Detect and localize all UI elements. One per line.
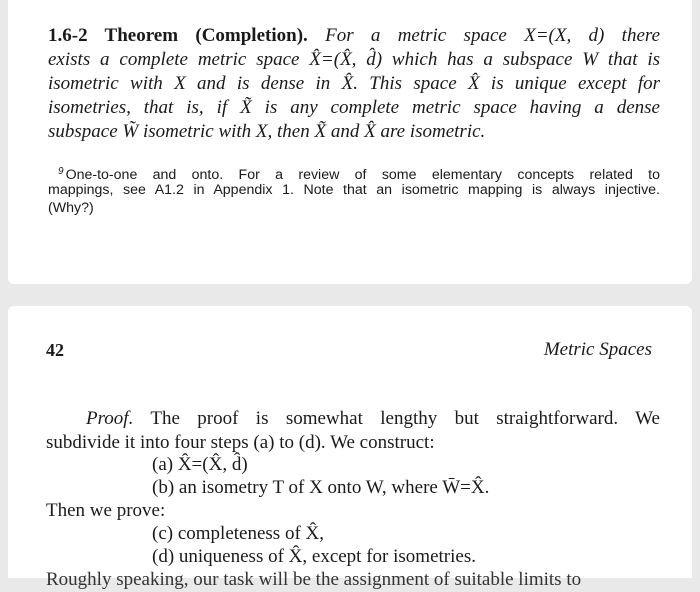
footnote-line-1: $^9$ One-to-one and onto. For a review of some elementary concepts related to [58,166,660,183]
footnote-line-3: (Why?) [48,200,94,216]
cut-off-text-line: Roughly speaking, our task will be the assignment of suitable limits to [46,569,582,590]
book-page-lower [8,306,692,590]
page-number: 42 [46,340,64,360]
prove-step-c: (c) completeness of X̂, [152,523,324,544]
construct-step-b: (b) an isometry T of X onto W, where W̄=X̂. [152,477,490,498]
then-prove-line: Then we prove: [46,500,166,521]
proof-label: Proof. [86,408,134,429]
theorem-line-2: exists a complete metric space X̂=(X̂, d̂) which has a subspace W that is [48,49,660,70]
theorem-title: 1.6-2 Theorem (Completion). [48,25,308,46]
proof-line-2: subdivide it into four steps (a) to (d). We construct: [46,432,435,453]
theorem-line-1: 1.6-2 Theorem (Completion). For a metric space X=(X, d) there [48,25,660,46]
running-head: Metric Spaces [543,339,652,360]
theorem-line-5: subspace W̃ isometric with X, then X̃ and X̂ are isometric. [48,121,486,142]
footnote-line-2: mappings, see A1.2 in Appendix 1. Note that an isometric mapping is always injective. [48,182,660,198]
prove-step-d: (d) uniqueness of X̂, except for isometries. [152,546,476,567]
theorem-line-4: isometries, that is, if X̃ is any complete metric space having a dense [48,97,660,118]
proof-line-1: Proof. The proof is somewhat lengthy but straightforward. We [86,408,660,429]
footnote-marker: 9 [58,166,64,177]
book-page-upper [8,0,692,284]
construct-step-a: (a) X̂=(X̂, d̂) [152,454,248,475]
theorem-line-3: isometric with X and is dense in X̂. This space X̂ is unique except for [48,73,660,94]
